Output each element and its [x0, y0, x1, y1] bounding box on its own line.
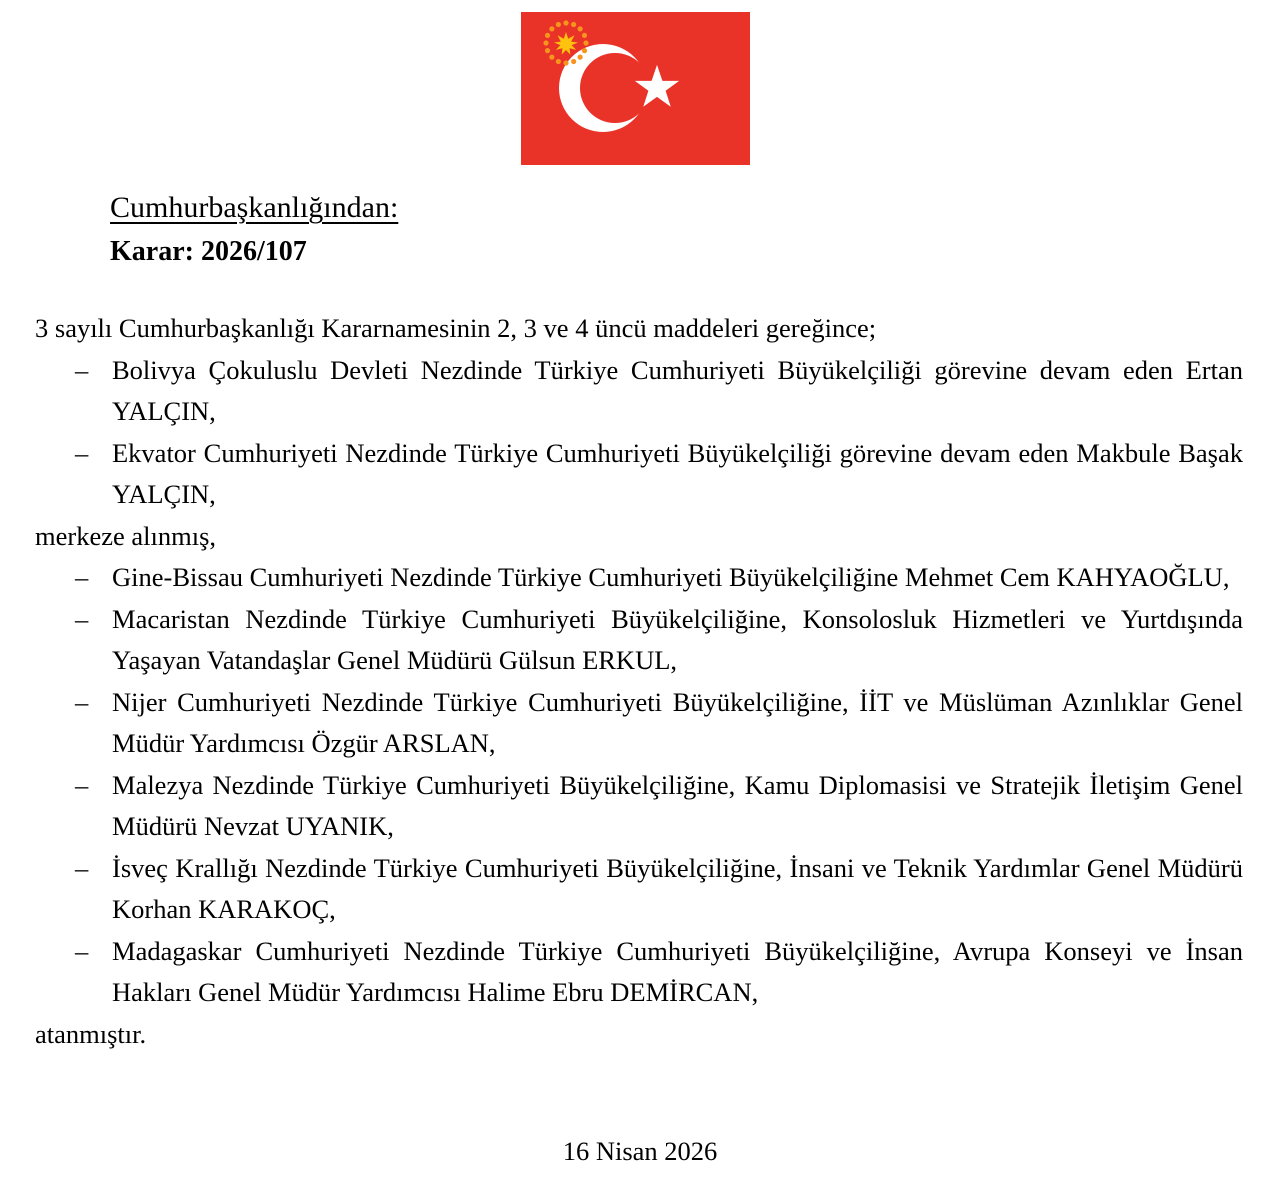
list-dash-icon: –	[75, 437, 89, 468]
list-item-text: Gine-Bissau Cumhuriyeti Nezdinde Türkiye Cumhuriyeti Büyükelçiliğine Mehmet Cem KAHYAOĞLU,	[112, 562, 1230, 592]
list-dash-icon: –	[75, 769, 89, 800]
list-item	[35, 765, 1243, 848]
turkish-flag	[521, 12, 750, 165]
intro-paragraph: 3 sayılı Cumhurbaşkanlığı Kararnamesinin 2, 3 ve 4 üncü maddeleri gereğince;	[35, 313, 877, 343]
list-item	[35, 931, 1243, 1014]
list-item	[35, 682, 1243, 765]
group-two-closing: atanmıştır.	[35, 1018, 147, 1049]
list-dash-icon: –	[75, 935, 89, 966]
group-one-closing: merkeze alınmış,	[35, 520, 217, 551]
list-item-text: Nijer Cumhuriyeti Nezdinde Türkiye Cumhuriyeti Büyükelçiliğine, İİT ve Müslüman Azınlıklar Genel Müdür Yardımcısı Özgür ARSLAN,	[112, 686, 1243, 758]
decision-number: Karar: 2026/107	[110, 236, 307, 267]
list-dash-icon: –	[75, 562, 89, 592]
appointment-list-group-one	[35, 350, 1243, 516]
document-body	[35, 308, 1243, 1055]
list-item-text: Bolivya Çokuluslu Devleti Nezdinde Türkiye Cumhuriyeti Büyükelçiliği görevine devam eden Ertan YALÇIN,	[112, 354, 1243, 426]
list-item-text: Madagaskar Cumhuriyeti Nezdinde Türkiye Cumhuriyeti Büyükelçiliğine, Avrupa Konseyi ve İnsan Hakları Genel Müdür Yardımcısı Halime Ebru DEMİRCAN,	[112, 935, 1243, 1007]
document-header	[0, 188, 1280, 270]
appointment-list-group-two	[35, 557, 1243, 1014]
turkish-flag-icon	[521, 12, 750, 165]
list-item-text: Macaristan Nezdinde Türkiye Cumhuriyeti Büyükelçiliğine, Konsolosluk Hizmetleri ve Yurtdışında Yaşayan Vatandaşlar Genel Müdürü Gülsun ERKUL,	[112, 603, 1243, 675]
list-item	[35, 848, 1243, 931]
list-dash-icon: –	[75, 852, 89, 883]
list-item	[35, 350, 1243, 433]
list-dash-icon: –	[75, 686, 89, 717]
list-item-text: Malezya Nezdinde Türkiye Cumhuriyeti Büyükelçiliğine, Kamu Diplomasisi ve Stratejik İletişim Genel Müdürü Nevzat UYANIK,	[112, 769, 1243, 841]
list-item	[35, 557, 1243, 599]
list-item	[35, 599, 1243, 682]
list-item-text: Ekvator Cumhuriyeti Nezdinde Türkiye Cumhuriyeti Büyükelçiliği görevine devam eden Makbule Başak YALÇIN,	[112, 437, 1243, 509]
list-item	[35, 433, 1243, 516]
list-dash-icon: –	[75, 603, 89, 634]
list-dash-icon: –	[75, 354, 89, 385]
list-item-text: İsveç Krallığı Nezdinde Türkiye Cumhuriyeti Büyükelçiliğine, İnsani ve Teknik Yardımlar Genel Müdürü Korhan KARAKOÇ,	[112, 852, 1243, 924]
document-date: 16 Nisan 2026	[562, 1136, 718, 1166]
issuing-authority-title: Cumhurbaşkanlığından:	[110, 191, 399, 224]
